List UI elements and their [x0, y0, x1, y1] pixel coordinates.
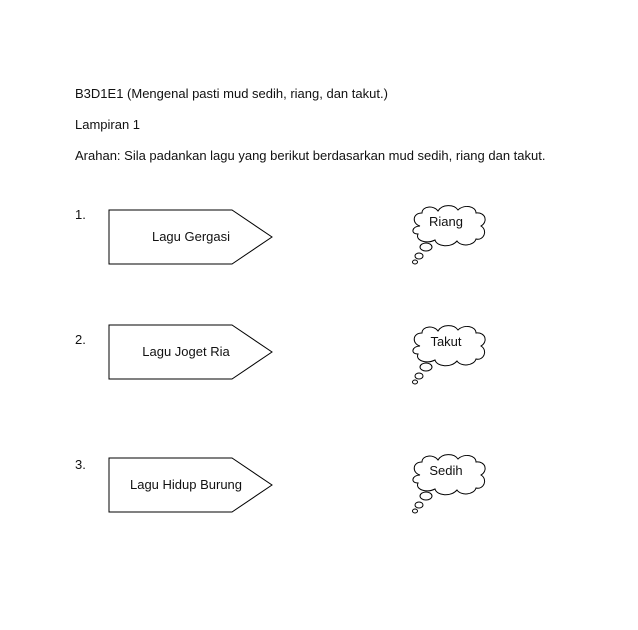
- song-label: Lagu Gergasi: [151, 229, 231, 244]
- worksheet-heading: B3D1E1 (Mengenal pasti mud sedih, riang, dan takut.): [75, 86, 388, 101]
- item-number: 2.: [75, 332, 86, 347]
- item-number: 1.: [75, 207, 86, 222]
- mood-cloud: [406, 204, 490, 266]
- mood-cloud: [406, 324, 490, 386]
- mood-cloud: [406, 453, 490, 515]
- attachment-label: Lampiran 1: [75, 117, 141, 132]
- mood-label: Riang: [429, 214, 463, 229]
- instructions: Arahan: Sila padankan lagu yang berikut berdasarkan mud sedih, riang dan takut.: [75, 148, 546, 163]
- song-arrow-box: [108, 324, 274, 380]
- mood-label: Takut: [430, 334, 462, 349]
- item-number: 3.: [75, 457, 86, 472]
- song-arrow-box: [108, 457, 274, 513]
- mood-label: Sedih: [429, 463, 463, 478]
- song-arrow-box: [108, 209, 274, 265]
- song-label: Lagu Joget Ria: [142, 344, 230, 359]
- song-label: Lagu Hidup Burung: [129, 477, 243, 492]
